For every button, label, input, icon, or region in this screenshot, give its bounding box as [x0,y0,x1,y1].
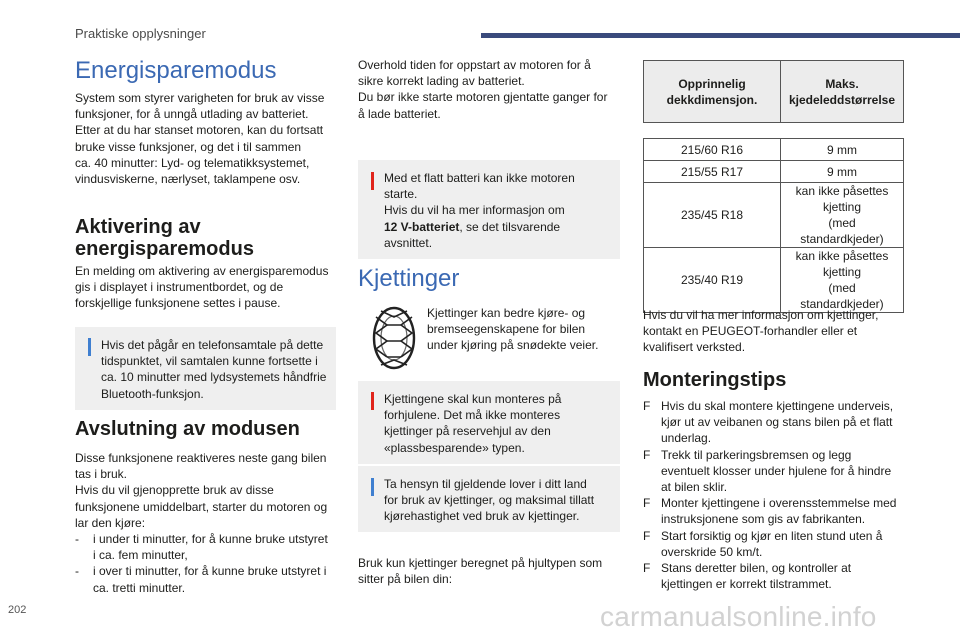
battery-start-text: Overhold tiden for oppstart av motoren for å sikre korrekt lading av batteriet. Du bør ikke starte motoren gjentatte ganger for å lade batteriet. [358,58,608,121]
table-header: Opprinnelig dekkdimensjon. [644,61,781,123]
list-item: F Hvis du skal montere kjettingene underveis, kjør ut av veibanen og stans bilen på et flatt underlag. [643,399,894,446]
dealer-info-text: Hvis du vil ha mer informasjon om kjettinger, kontakt en PEUGEOT-forhandler eller et kvalifisert verksted. [643,308,879,355]
end-text: Disse funksjonene reaktiveres neste gang bilen tas i bruk. Hvis du vil gjenopprette bruk av disse funksjonene umiddelbart, starter du motoren og lar den kjøre: [75,451,328,530]
warning-box-text: Med et flatt batteri kan ikke motoren starte. Hvis du vil ha mer informasjon om 12 V-batteriet, se det tilsvarende avsnittet. [384,171,575,250]
end-heading: Avslutning av modusen [75,418,300,440]
list-item: F Trekk til parkeringsbremsen og legg eventuelt klosser under hjulene for å hindre at bilen sklir. [643,447,892,495]
warning-icon [371,392,374,410]
list-item: - i under ti minutter, for å kunne bruke utstyret i ca. fem minutter, [75,532,328,563]
intro-text: System som styrer varigheten for bruk av visse funksjoner, for å unngå utlading av batteriet. Etter at du har stanset motoren, kan du fortsatt bruke visse funksjoner, og det i til sammen ca. 40 minutter: Lyd- og telematikksystemet, vindusviskerne, nærlyset, taklampene osv. [75,91,325,187]
activation-heading: Aktivering av energisparemodus [75,216,254,260]
chain-type-text: Bruk kun kjettinger beregnet på hjultypen som sitter på bilen din: [358,556,603,587]
chains-title: Kjettinger [358,265,460,292]
snow-chain-icon [369,305,419,371]
list-item: - i over ti minutter, for å kunne bruke utstyret i ca. tretti minutter. [75,564,327,595]
list-item: F Monter kjettingene i overensstemmelse med instruksjonene som gis av fabrikanten. [643,496,897,527]
info-box-text: Hvis det pågår en telefonsamtale på dette tidspunktet, vil samtalen kunne fortsette i ca. 10 minutter med lydsystemets håndfrie Bluetooth-funksjon. [101,338,327,401]
watermark: carmanualsonline.info [600,601,877,632]
warning-box [358,160,620,259]
info-box [358,466,620,532]
warning-box-text: Kjettingene skal kun monteres på forhjulene. Det må ikke monteres kjettinger på reservehjul av den «plassbesparende» typen. [384,392,562,455]
header-bar [481,33,960,38]
table-row: 235/40 R19 kan ikke påsettes kjetting (med standardkjeder) [644,248,904,313]
end-list [75,531,345,596]
table-spacer [644,123,904,139]
chains-text: Kjettinger kan bedre kjøre- og bremseegenskapene for bilen under kjøring på snødekte veier. [427,306,599,353]
section-header: Praktiske opplysninger [75,26,206,41]
warning-icon [371,172,374,190]
table-row: 235/45 R18 kan ikke påsettes kjetting (med standardkjeder) [644,183,904,248]
list-item: F Start forsiktig og kjør en liten stund uten å overskride 50 km/t. [643,528,883,559]
table-header: Maks. kjedeleddstørrelse [781,61,904,123]
info-box-text: Ta hensyn til gjeldende lover i ditt land for bruk av kjettinger, og maksimal tillatt kjørehastighet ved bruk av kjettinger. [384,477,595,524]
tips-heading: Monteringstips [643,369,787,391]
info-icon [88,338,91,356]
chain-size-table [643,60,904,313]
info-box [75,327,336,410]
tips-list [643,398,918,592]
warning-box [358,381,620,464]
activation-text: En melding om aktivering av energisparemodus gis i displayet i instrumentbordet, og de forskjellige funksjonene settes i pause. [75,264,329,311]
page-title: Energisparemodus [75,57,277,84]
table-row: 215/55 R17 9 mm [644,161,904,183]
list-item: F Stans deretter bilen, og kontroller at kjettingen er korrekt tilstrammet. [643,561,852,592]
table-header-row [644,61,904,123]
page-number: 202 [8,604,27,616]
table-row: 215/60 R16 9 mm [644,139,904,161]
info-icon [371,478,374,496]
